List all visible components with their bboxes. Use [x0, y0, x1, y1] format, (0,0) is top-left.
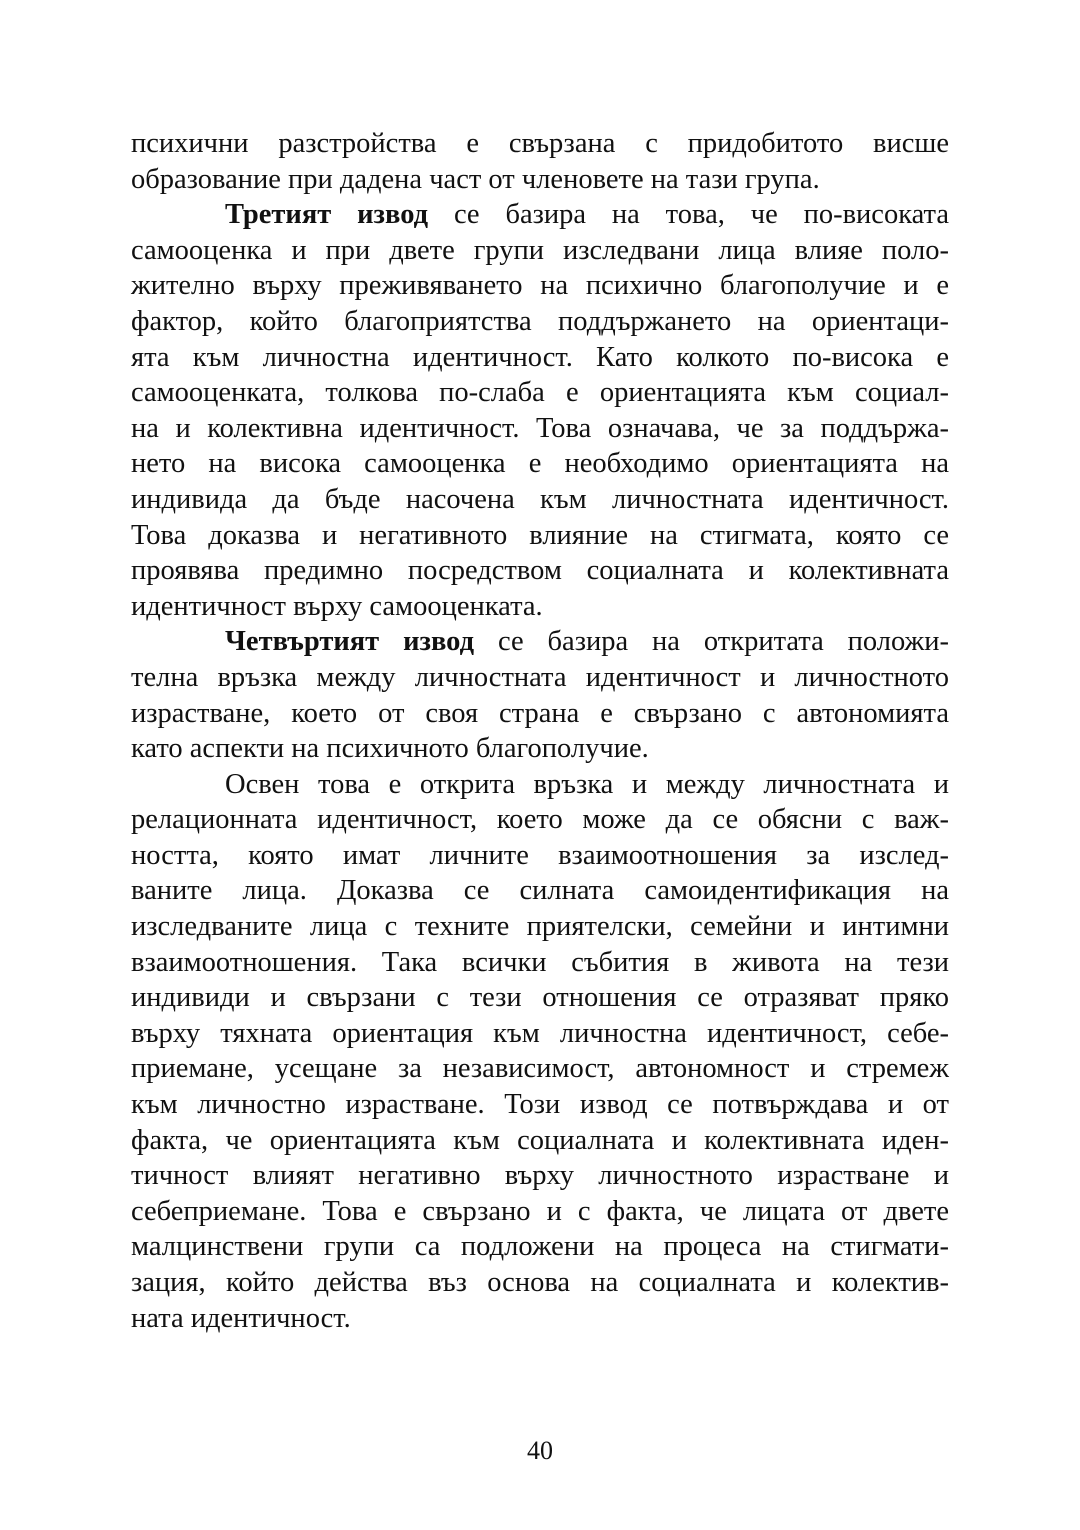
text-line [131, 1194, 949, 1230]
text-line [131, 482, 949, 518]
text-segment: нето на висока самооценка е необходимо ориентацията на [131, 448, 949, 480]
text-segment: психични разстройства е свързана с придобитото висше [131, 128, 949, 159]
text-line [131, 375, 949, 411]
text-segment: самооценката, толкова по-слаба е ориентацията към социал- [131, 377, 949, 409]
text-line [131, 162, 949, 198]
text-segment: жително върху преживяването на психично благополучие и е [131, 270, 949, 302]
text-segment: Освен това е открита връзка и между личностната и [225, 768, 949, 800]
text-segment: тичност влияят негативно върху личностното израстване и [131, 1160, 949, 1192]
text-segment: идентичност върху самооценката. [131, 590, 543, 622]
text-line [131, 1265, 949, 1301]
text-line [131, 1229, 949, 1265]
paragraph [131, 767, 949, 1337]
text-segment: проявява предимно посредством социалната и колективната [131, 555, 949, 587]
text-segment: като аспекти на психичното благополучие. [131, 733, 649, 765]
text-segment: изследваните лица с техните приятелски, семейни и интимни [131, 911, 949, 943]
text-line [131, 838, 949, 874]
text-segment: индивида да бъде насочена към личностната идентичност. [131, 483, 949, 515]
paragraph [131, 624, 949, 766]
text-line [131, 589, 949, 625]
text-segment: индивиди и свързани с тези отношения се отразяват пряко [131, 982, 949, 1014]
text-line [131, 233, 949, 269]
text-line [131, 1301, 949, 1337]
paragraph [131, 126, 949, 197]
body-text [131, 126, 949, 1336]
text-segment: върху тяхната ориентация към личностна идентичност, себе- [131, 1017, 949, 1049]
text-segment: образование при дадена част от членовете на тази група. [131, 163, 820, 195]
text-line [131, 767, 949, 803]
text-segment: на и колективна идентичност. Това означава, че за поддържа- [131, 412, 949, 444]
text-segment: малцинствени групи са подложени на процеса на стигмати- [131, 1231, 949, 1263]
text-line [131, 1051, 949, 1087]
text-line [131, 411, 949, 447]
text-line [131, 731, 949, 767]
text-segment: телна връзка между личностната идентичност и личностното [131, 661, 949, 693]
text-line [131, 624, 949, 660]
text-line [131, 197, 949, 233]
text-line [131, 1087, 949, 1123]
text-segment: ната идентичност. [131, 1302, 351, 1334]
page-number: 40 [527, 1436, 553, 1465]
text-segment: се базира на откритата положи- [474, 626, 949, 658]
text-segment: взаимоотношения. Така всички събития в живота на тези [131, 946, 949, 978]
text-line [131, 980, 949, 1016]
text-line [131, 268, 949, 304]
text-line [131, 696, 949, 732]
text-segment: релационната идентичност, което може да се обясни с важ- [131, 804, 949, 836]
text-segment: ята към личностна идентичност. Като колкото по-висока е [131, 341, 949, 373]
bold-term: Третият извод [225, 199, 429, 231]
text-line [131, 802, 949, 838]
text-segment: ваните лица. Доказва се силната самоидентификация на [131, 875, 949, 907]
text-segment: приемане, усещане за независимост, автономност и стремеж [131, 1053, 949, 1085]
text-line [131, 446, 949, 482]
text-segment: факта, че ориентацията към социалната и колективната иден- [131, 1124, 949, 1156]
bold-term: Четвъртият извод [225, 626, 475, 658]
text-line [131, 1123, 949, 1159]
paragraph [131, 197, 949, 624]
text-line [131, 873, 949, 909]
text-segment: себеприемане. Това е свързано и с факта, че лицата от двете [131, 1195, 949, 1227]
text-line [131, 553, 949, 589]
text-line [131, 1016, 949, 1052]
text-segment: се базира на това, че по-високата [428, 199, 949, 231]
text-line [131, 909, 949, 945]
text-segment: зация, който действа въз основа на социалната и колектив- [131, 1267, 949, 1298]
text-segment: ността, която имат личните взаимоотношения за изслед- [131, 839, 949, 871]
text-segment: фактор, който благоприятства поддържането на ориентаци- [131, 305, 949, 337]
text-line [131, 304, 949, 340]
text-segment: самооценка и при двете групи изследвани лица влияе поло- [131, 234, 949, 266]
text-line [131, 1158, 949, 1194]
text-line [131, 126, 949, 162]
text-segment: израстване, което от своя страна е свързано с автономията [131, 697, 949, 729]
text-line [131, 340, 949, 376]
text-segment: към личностно израстване. Този извод се потвърждава и от [131, 1089, 949, 1121]
text-segment: Това доказва и негативното влияние на стигмата, която се [131, 519, 949, 551]
text-line [131, 518, 949, 554]
text-line [131, 945, 949, 981]
text-line [131, 660, 949, 696]
